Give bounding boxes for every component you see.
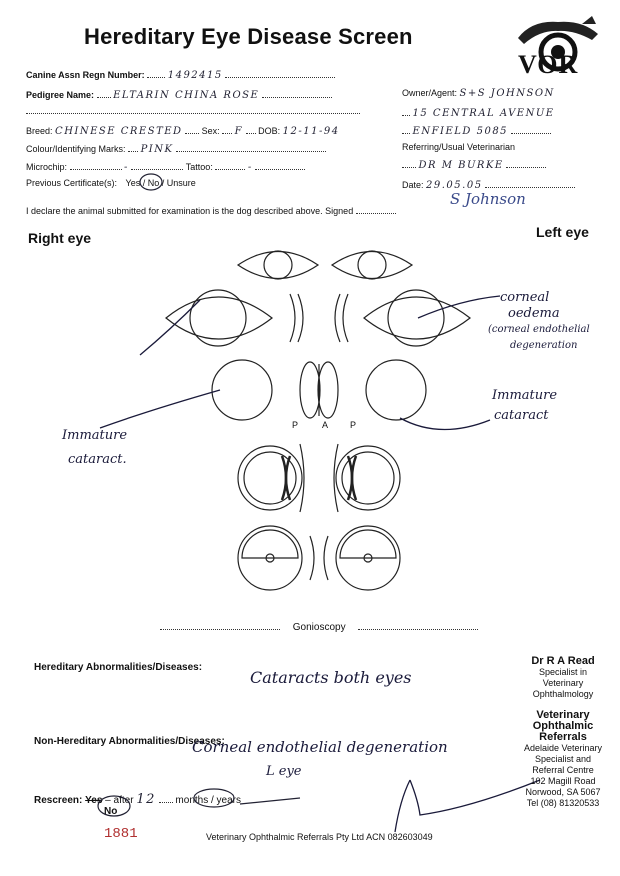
rescreen-units: months / years xyxy=(175,795,242,806)
vet-addr-4: 102 Magill Road xyxy=(530,776,596,786)
colour-label: Colour/Identifying Marks: xyxy=(26,144,126,154)
left-eye-heading: Left eye xyxy=(536,224,589,240)
date-label: Date: xyxy=(402,180,424,190)
hereditary-value: Cataracts both eyes xyxy=(250,668,412,687)
vet-org-1: Veterinary xyxy=(536,709,590,721)
annotation-left-immature: Immature xyxy=(492,388,558,403)
address-1-value: 15 CENTRAL AVENUE xyxy=(412,108,555,119)
dob-label: DOB: xyxy=(258,126,281,136)
vet-line-2: Veterinary xyxy=(542,678,584,688)
regn-label: Canine Assn Regn Number: xyxy=(26,70,145,80)
pedigree-value: ELTARIN CHINA ROSE xyxy=(113,90,260,101)
annotation-corneal: corneal xyxy=(500,290,550,305)
rescreen-yes: Yes xyxy=(85,795,103,806)
microchip-label: Microchip: xyxy=(26,162,68,172)
right-eye-heading: Right eye xyxy=(28,230,92,246)
vet-org-2: Ophthalmic xyxy=(532,720,594,732)
vet-name: Dr R A Read xyxy=(531,655,595,667)
annotation-right-cataract: cataract. xyxy=(68,452,127,467)
referring-label: Referring/Usual Veterinarian xyxy=(402,142,516,152)
microchip-value: - xyxy=(124,162,129,173)
vet-addr-5: Norwood, SA 5067 xyxy=(525,787,601,797)
sex-label: Sex: xyxy=(201,126,220,136)
referring-value: DR M BURKE xyxy=(418,160,504,171)
vet-org-3: Referrals xyxy=(539,731,587,743)
form-number: 1881 xyxy=(104,826,138,842)
owner-label: Owner/Agent: xyxy=(402,88,458,98)
nonhereditary-eye: L eye xyxy=(266,764,302,779)
pedigree-label: Pedigree Name: xyxy=(26,90,95,100)
footer-company: Veterinary Ophthalmic Referrals Pty Ltd ACN 082603049 xyxy=(206,832,433,842)
rescreen-marks xyxy=(90,780,310,826)
rescreen-number: 12 xyxy=(136,792,156,807)
label-a: A xyxy=(322,420,329,430)
nonhereditary-value: Corneal endothelial degeneration xyxy=(192,738,448,756)
previous-cert-options: Yes / No / Unsure xyxy=(125,178,196,188)
sex-value: F xyxy=(234,126,244,137)
annotation-corneal-endothelial: (corneal endothelial xyxy=(488,324,590,335)
rescreen-label: Rescreen: xyxy=(34,795,83,806)
tattoo-value: - xyxy=(247,162,253,173)
vet-addr-3: Referral Centre xyxy=(532,765,594,775)
vet-line-3: Ophthalmology xyxy=(532,689,594,699)
address-2-value: ENFIELD 5085 xyxy=(412,126,509,137)
annotation-right-immature: Immature xyxy=(62,428,128,443)
hereditary-label: Hereditary Abnormalities/Diseases: xyxy=(34,662,203,673)
label-p-right: P xyxy=(350,420,357,430)
breed-value: CHINESE CRESTED xyxy=(55,126,183,137)
vet-addr-1: Adelaide Veterinary xyxy=(523,743,603,753)
dob-value: 12-11-94 xyxy=(282,126,340,137)
colour-value: PINK xyxy=(140,144,174,155)
tattoo-label: Tattoo: xyxy=(185,162,213,172)
annotation-oedema: oedema xyxy=(508,306,560,321)
logo-text: VOR xyxy=(518,50,579,79)
owner-signature: S Johnson xyxy=(450,190,526,208)
breed-label: Breed: xyxy=(26,126,53,136)
vet-tel: Tel (08) 81320533 xyxy=(526,798,600,808)
gonioscopy-label: Gonioscopy xyxy=(292,622,346,633)
vet-addr-2: Specialist and xyxy=(534,754,592,764)
date-value: 29.05.05 xyxy=(426,180,483,191)
nonhereditary-label: Non-Hereditary Abnormalities/Diseases: xyxy=(34,736,225,747)
rescreen-no: No xyxy=(104,806,118,817)
previous-cert-label: Previous Certificate(s): xyxy=(26,178,118,188)
vet-info xyxy=(510,656,616,809)
gonioscopy-row xyxy=(160,620,478,633)
label-p-left: P xyxy=(292,420,299,430)
owner-value: S+S JOHNSON xyxy=(459,88,555,99)
declaration-text: I declare the animal submitted for examination is the dog described above. Signed xyxy=(26,206,354,216)
annotation-left-cataract: cataract xyxy=(494,408,549,423)
rescreen-after: – after xyxy=(105,795,134,806)
vet-line-1: Specialist in xyxy=(538,667,588,677)
regn-value: 1492415 xyxy=(167,70,223,81)
annotation-degeneration: degeneration xyxy=(510,340,578,351)
page-title: Hereditary Eye Disease Screen xyxy=(84,24,413,49)
